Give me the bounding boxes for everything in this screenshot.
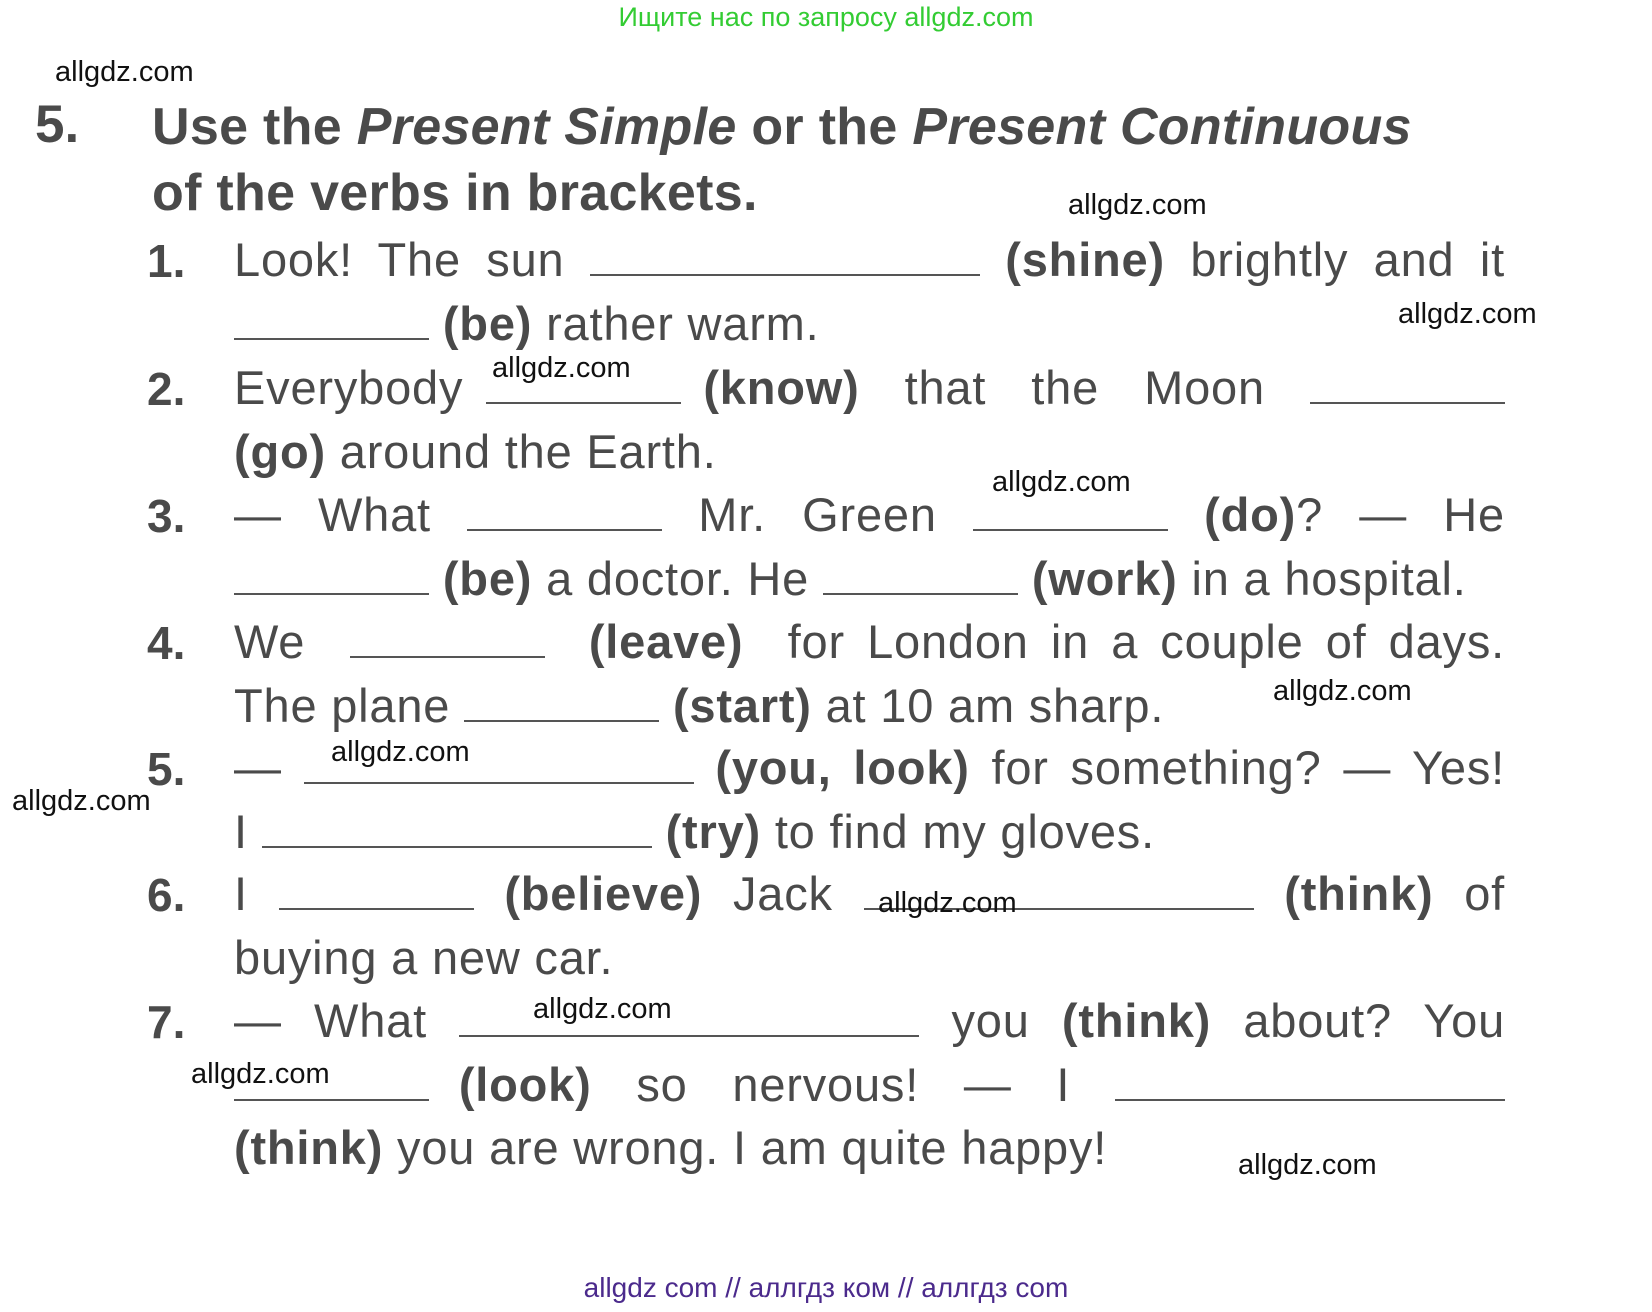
verb-hint: (work) <box>1017 551 1178 605</box>
sentence-text: Look! The sun <box>234 233 590 286</box>
sentence-text: I <box>234 804 262 858</box>
instructions-text: or the <box>736 98 913 156</box>
sentence-text: to find my gloves. <box>760 804 1155 858</box>
sentence-text: The plane <box>234 678 465 732</box>
sentence-text: you <box>919 994 1062 1047</box>
watermark: allgdz.com <box>331 736 470 768</box>
verb-hint: (think) <box>234 1121 384 1174</box>
item-number: 1. <box>147 235 186 287</box>
tense-name: Present Simple <box>356 98 737 156</box>
verb-hint: (leave) <box>544 615 744 668</box>
instructions-line-1 <box>152 94 1412 160</box>
sentence-text: you are wrong. I am quite happy! <box>383 1121 1108 1174</box>
verb-hint: (shine) <box>979 233 1165 286</box>
item-line <box>234 296 819 351</box>
sentence-text: brightly and it <box>1164 233 1505 286</box>
verb-hint: (know) <box>680 361 860 414</box>
sentence-text: around the Earth. <box>325 424 717 478</box>
item-number: 2. <box>147 363 186 415</box>
item-line <box>234 424 717 479</box>
sentence-text: a doctor. He <box>532 551 823 605</box>
sentence-text: — What <box>234 488 468 541</box>
sentence-text: I <box>234 867 279 920</box>
sentence-text: in a hospital. <box>1177 551 1467 605</box>
sentence-text: for something? — Yes! <box>969 741 1505 794</box>
item-line <box>234 930 613 985</box>
watermark: allgdz.com <box>533 993 672 1025</box>
answer-blank[interactable] <box>279 870 474 910</box>
sentence-text: — <box>234 741 304 794</box>
sentence-text: so nervous! — I <box>591 1057 1116 1111</box>
verb-hint: (be) <box>429 551 533 605</box>
exercise-instructions <box>152 94 1412 226</box>
watermark: allgdz.com <box>1068 189 1207 221</box>
watermark: allgdz.com <box>878 887 1017 919</box>
item-line <box>234 232 1505 287</box>
answer-blank[interactable] <box>1310 364 1505 404</box>
answer-blank[interactable] <box>467 491 662 531</box>
answer-blank[interactable] <box>350 618 545 658</box>
watermark: allgdz.com <box>12 785 151 817</box>
sentence-text: at 10 am sharp. <box>811 678 1165 732</box>
sentence-text: buying a new car. <box>234 930 614 984</box>
answer-blank[interactable] <box>464 682 659 722</box>
exercise-number: 5. <box>35 95 80 154</box>
sentence-text: for London in a couple of days. <box>743 615 1506 668</box>
verb-hint: (try) <box>651 804 761 858</box>
sentence-text: — What <box>234 994 460 1047</box>
sentence-text: about? You <box>1211 994 1506 1047</box>
answer-blank[interactable] <box>234 300 429 340</box>
item-number: 5. <box>147 743 186 795</box>
verb-hint: (go) <box>234 424 326 478</box>
sentence-text: rather warm. <box>532 296 820 350</box>
verb-hint: (look) <box>429 1057 592 1111</box>
answer-blank[interactable] <box>262 808 652 848</box>
sentence-text: of <box>1433 867 1506 920</box>
answer-blank[interactable] <box>459 997 919 1037</box>
watermark: allgdz.com <box>1238 1149 1377 1181</box>
item-number: 7. <box>147 996 186 1048</box>
answer-blank[interactable] <box>823 555 1018 595</box>
item-line <box>234 360 1505 415</box>
answer-blank[interactable] <box>1115 1061 1505 1101</box>
answer-blank[interactable] <box>234 555 429 595</box>
item-line <box>234 804 1155 859</box>
watermark: allgdz.com <box>992 466 1131 498</box>
item-number: 3. <box>147 490 186 542</box>
verb-hint: (think) <box>1061 994 1212 1047</box>
item-line <box>234 487 1505 542</box>
sentence-text: ? — He <box>1296 488 1505 541</box>
instructions-line-2: of the verbs in brackets. <box>152 164 758 222</box>
watermark: allgdz.com <box>1398 298 1537 330</box>
sentence-text: We <box>234 615 350 668</box>
item-line <box>234 866 1505 921</box>
watermark: allgdz.com <box>55 56 194 88</box>
footer-links: allgdz com // аллгдз ком // аллгдз com <box>583 1272 1069 1303</box>
verb-hint: (be) <box>429 296 533 350</box>
item-line <box>234 1120 1107 1175</box>
verb-hint: (start) <box>659 678 812 732</box>
item-line <box>234 678 1164 733</box>
item-line <box>234 1057 1505 1112</box>
item-number: 4. <box>147 617 186 669</box>
item-line <box>234 551 1467 606</box>
sentence-text: Mr. Green <box>662 488 973 541</box>
sentence-text: Jack <box>702 867 864 920</box>
verb-hint: (you, look) <box>693 741 970 794</box>
sentence-text: that the Moon <box>859 361 1310 414</box>
verb-hint: (do) <box>1167 488 1297 541</box>
item-line <box>234 614 1505 669</box>
sentence-text: Everybody <box>234 361 486 414</box>
answer-blank[interactable] <box>590 236 980 276</box>
instructions-text: Use the <box>152 98 357 156</box>
watermark: allgdz.com <box>492 352 631 384</box>
watermark: allgdz.com <box>191 1058 330 1090</box>
verb-hint: (believe) <box>473 867 703 920</box>
search-banner: Ищите нас по запросу allgdz.com <box>618 2 1034 32</box>
verb-hint: (think) <box>1253 867 1434 920</box>
tense-name: Present Continuous <box>912 98 1412 156</box>
watermark: allgdz.com <box>1273 675 1412 707</box>
item-line <box>234 993 1505 1048</box>
item-number: 6. <box>147 869 186 921</box>
